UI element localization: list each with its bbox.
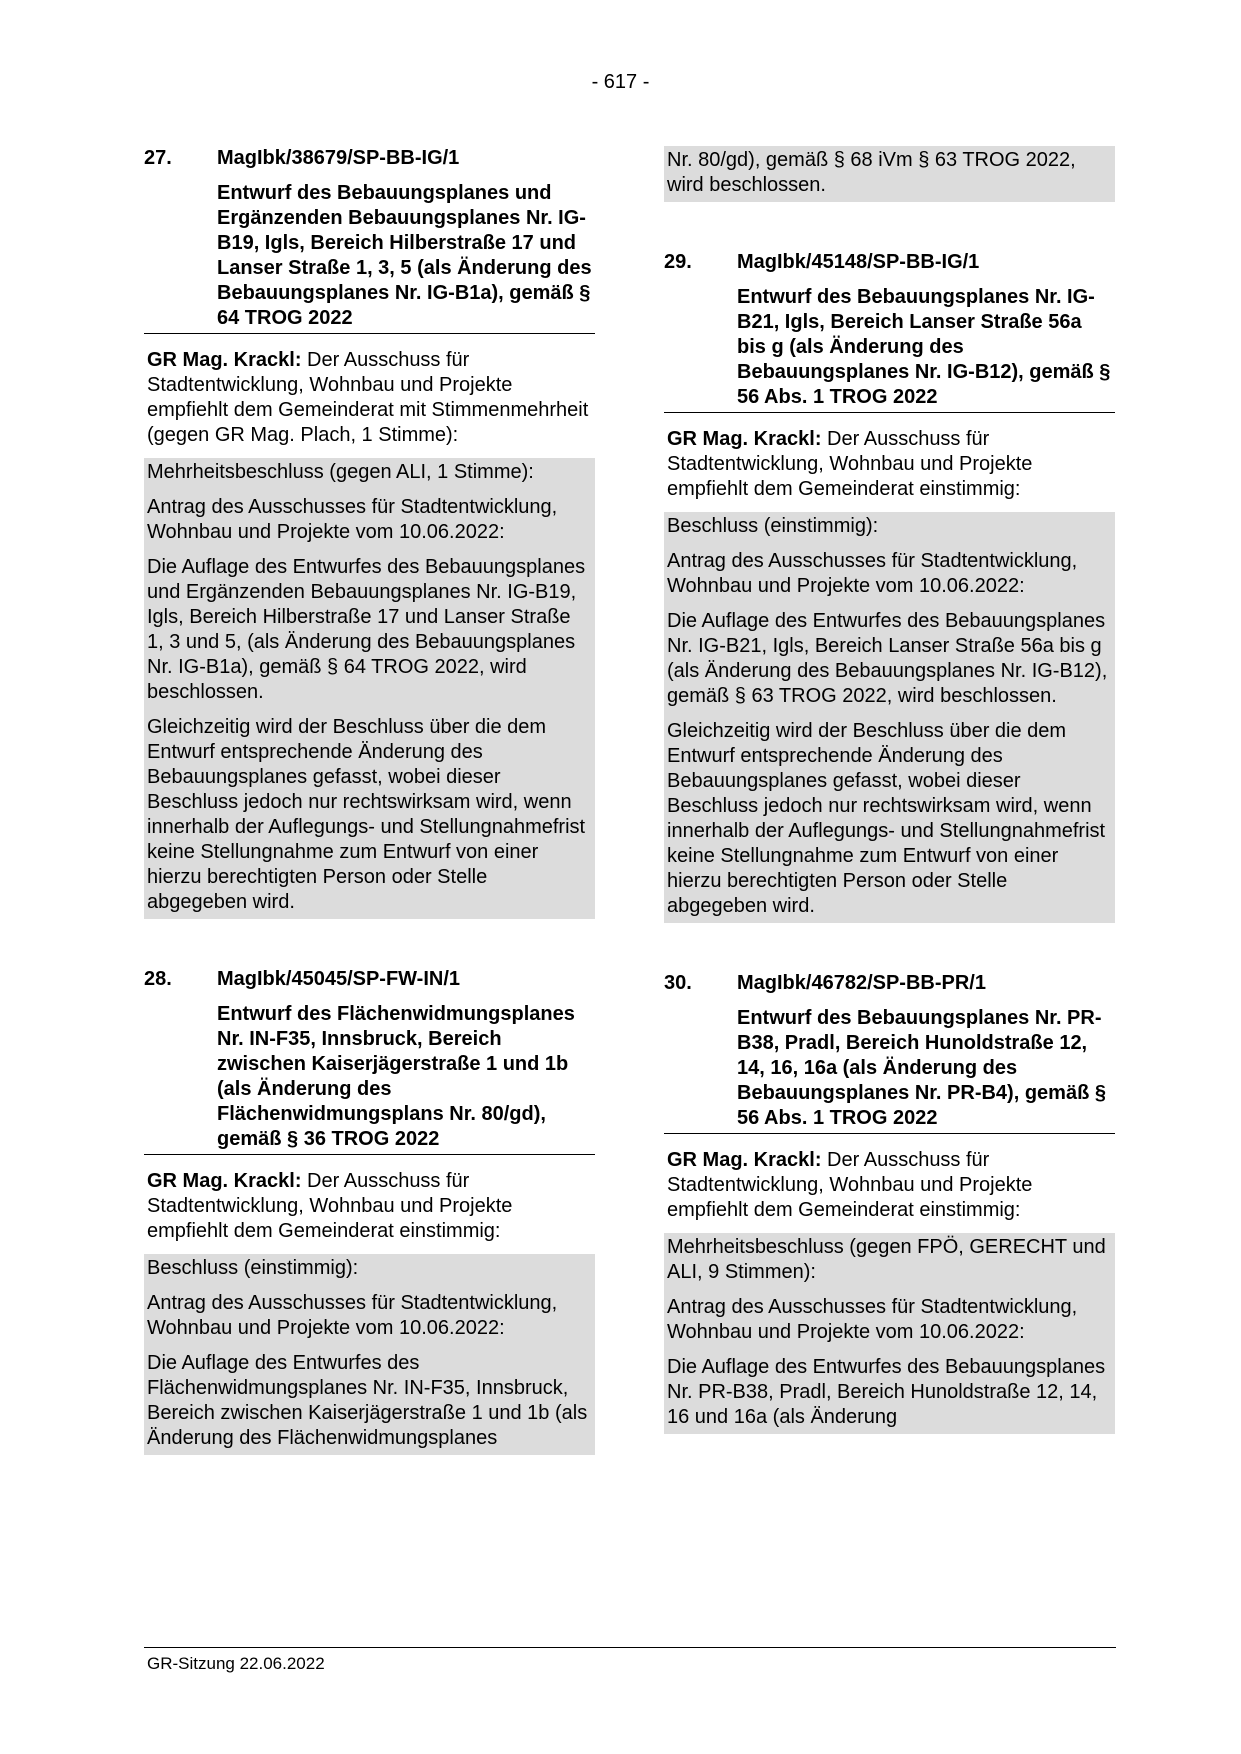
speaker-name: GR Mag. Krackl: bbox=[667, 1149, 822, 1171]
speaker-name: GR Mag. Krackl: bbox=[667, 428, 822, 450]
agenda-item-28 bbox=[144, 967, 595, 1455]
page-number: - 617 - bbox=[591, 71, 650, 93]
motion-text: Antrag des Ausschusses für Stadtentwicklung, Wohnbau und Projekte vom 10.06.2022: bbox=[147, 1292, 558, 1339]
speaker-text: Der Ausschuss für Stadtentwicklung, Wohnbau und Projekte empfiehlt dem Gemeinderat mit Stimmenmehrheit (gegen GR Mag. Plach, 1 Stimme): bbox=[147, 349, 589, 446]
resolution-block bbox=[144, 1254, 595, 1455]
footer-rule bbox=[144, 1647, 1116, 1648]
speaker-paragraph bbox=[144, 1169, 595, 1244]
footer-text: GR-Sitzung 22.06.2022 bbox=[147, 1654, 325, 1673]
item-code: MagIbk/45148/SP-BB-IG/1 bbox=[737, 251, 980, 273]
speaker-paragraph bbox=[144, 348, 595, 448]
left-column bbox=[144, 146, 595, 1503]
speaker-paragraph bbox=[664, 1148, 1115, 1223]
item-code: MagIbk/45045/SP-FW-IN/1 bbox=[217, 968, 460, 990]
resolution-text: Die Auflage des Entwurfes des Bebauungsplanes Nr. PR-B38, Pradl, Bereich Hunoldstraße 12, 14, 16 und 16a (als Änderung bbox=[667, 1356, 1106, 1428]
item-number: 28. bbox=[144, 968, 172, 990]
motion-text: Antrag des Ausschusses für Stadtentwicklung, Wohnbau und Projekte vom 10.06.2022: bbox=[667, 550, 1078, 597]
resolution-type: Beschluss (einstimmig): bbox=[667, 515, 879, 537]
item-title: Entwurf des Bebauungsplanes und Ergänzenden Bebauungsplanes Nr. IG-B19, Igls, Bereich Hilberstraße 17 und Lanser Straße 1, 3, 5 (als Änderung des Bebauungsplanes Nr. IG-B1a), gemäß § 64 TROG 2022 bbox=[217, 182, 592, 329]
item-title: Entwurf des Flächenwidmungsplanes Nr. IN-F35, Innsbruck, Bereich zwischen Kaiserjägerstraße 1 und 1b (als Änderung des Flächenwidmungsplans Nr. 80/gd), gemäß § 36 TROG 2022 bbox=[217, 1003, 575, 1150]
item-title: Entwurf des Bebauungsplanes Nr. PR-B38, Pradl, Bereich Hunoldstraße 12, 14, 16, 16a (als Änderung des Bebauungsplanes Nr. PR-B4), gemäß § 56 Abs. 1 TROG 2022 bbox=[737, 1007, 1106, 1129]
item-heading bbox=[144, 967, 595, 1155]
continuation-text: Nr. 80/gd), gemäß § 68 iVm § 63 TROG 2022, wird beschlossen. bbox=[667, 149, 1076, 196]
speaker-text: Der Ausschuss für Stadtentwicklung, Wohnbau und Projekte empfiehlt dem Gemeinderat einstimmig: bbox=[667, 1149, 1033, 1221]
item-number: 27. bbox=[144, 147, 172, 169]
item-code: MagIbk/38679/SP-BB-IG/1 bbox=[217, 147, 460, 169]
speaker-text: Der Ausschuss für Stadtentwicklung, Wohnbau und Projekte empfiehlt dem Gemeinderat einstimmig: bbox=[147, 1170, 513, 1242]
item-heading bbox=[664, 250, 1115, 413]
resolution-type: Mehrheitsbeschluss (gegen ALI, 1 Stimme): bbox=[147, 461, 534, 483]
resolution-text: Die Auflage des Entwurfes des Bebauungsplanes Nr. IG-B21, Igls, Bereich Lanser Straße 56a bis g (als Änderung des Bebauungsplanes Nr. IG-B12), gemäß § 63 TROG 2022, wird beschlossen. bbox=[667, 610, 1108, 707]
agenda-item-27 bbox=[144, 146, 595, 919]
speaker-name: GR Mag. Krackl: bbox=[147, 1170, 302, 1192]
right-column bbox=[664, 146, 1115, 1482]
speaker-paragraph bbox=[664, 427, 1115, 502]
resolution-block bbox=[664, 512, 1115, 923]
item-heading bbox=[144, 146, 595, 334]
resolution-text: Die Auflage des Entwurfes des Flächenwidmungsplanes Nr. IN-F35, Innsbruck, Bereich zwischen Kaiserjägerstraße 1 und 1b (als Änderung des Flächenwidmungsplanes bbox=[147, 1352, 588, 1449]
resolution-text: Gleichzeitig wird der Beschluss über die dem Entwurf entsprechende Änderung des Bebauungsplanes gefasst, wobei dieser Beschluss jedoch nur rechtswirksam wird, wenn innerhalb der Auflegungs- und Stellungnahmefrist keine Stellungnahme zum Entwurf von einer hierzu berechtigten Person oder Stelle abgegeben wird. bbox=[147, 716, 586, 913]
item-title: Entwurf des Bebauungsplanes Nr. IG-B21, Igls, Bereich Lanser Straße 56a bis g (als Änderung des Bebauungsplanes Nr. IG-B12), gemäß § 56 Abs. 1 TROG 2022 bbox=[737, 286, 1111, 408]
resolution-type: Beschluss (einstimmig): bbox=[147, 1257, 359, 1279]
resolution-text: Gleichzeitig wird der Beschluss über die dem Entwurf entsprechende Änderung des Bebauungsplanes gefasst, wobei dieser Beschluss jedoch nur rechtswirksam wird, wenn innerhalb der Auflegungs- und Stellungnahmefrist keine Stellungnahme zum Entwurf von einer hierzu berechtigten Person oder Stelle abgegeben wird. bbox=[667, 720, 1106, 917]
item-code: MagIbk/46782/SP-BB-PR/1 bbox=[737, 972, 986, 994]
item-number: 30. bbox=[664, 972, 692, 994]
item-heading bbox=[664, 971, 1115, 1134]
resolution-block bbox=[664, 1233, 1115, 1434]
resolution-text: Die Auflage des Entwurfes des Bebauungsplanes und Ergänzenden Bebauungsplanes Nr. IG-B19, Igls, Bereich Hilberstraße 17 und Lanser Straße 1, 3 und 5, (als Änderung des Bebauungsplanes Nr. IG-B1a), gemäß § 64 TROG 2022, wird beschlossen. bbox=[147, 556, 586, 703]
motion-text: Antrag des Ausschusses für Stadtentwicklung, Wohnbau und Projekte vom 10.06.2022: bbox=[147, 496, 558, 543]
resolution-type: Mehrheitsbeschluss (gegen FPÖ, GERECHT und ALI, 9 Stimmen): bbox=[667, 1236, 1106, 1283]
item-number: 29. bbox=[664, 251, 692, 273]
continuation-block bbox=[664, 146, 1115, 202]
speaker-text: Der Ausschuss für Stadtentwicklung, Wohnbau und Projekte empfiehlt dem Gemeinderat einstimmig: bbox=[667, 428, 1033, 500]
resolution-block bbox=[144, 458, 595, 919]
speaker-name: GR Mag. Krackl: bbox=[147, 349, 302, 371]
agenda-item-30 bbox=[664, 971, 1115, 1434]
motion-text: Antrag des Ausschusses für Stadtentwicklung, Wohnbau und Projekte vom 10.06.2022: bbox=[667, 1296, 1078, 1343]
agenda-item-29 bbox=[664, 250, 1115, 923]
